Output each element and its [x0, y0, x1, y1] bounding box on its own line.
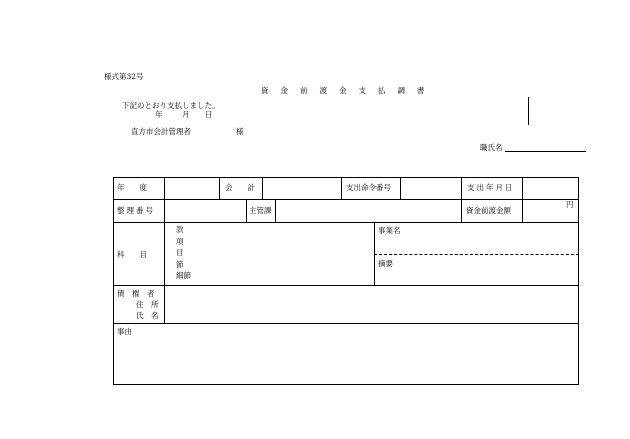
subject-item-kou: 項: [176, 236, 184, 246]
project-name-label: 事業名: [378, 226, 401, 235]
supervising-section-label: 主管課: [249, 206, 272, 215]
addressee: 直方市会計管理者: [131, 127, 191, 136]
project-summary-divider: [374, 254, 579, 255]
advance-amount-label: 資金前渡金額: [466, 206, 511, 215]
intro-text: 下記のとおり支払しました。: [122, 101, 220, 110]
summary-label: 摘要: [378, 259, 393, 268]
row2-col-divider-5: [522, 199, 523, 222]
subject-item-saisetsu: 細節: [176, 271, 191, 280]
official-name-line: [505, 151, 586, 152]
address-label: 住 所: [136, 300, 159, 309]
row2-col-divider-4: [461, 199, 462, 222]
subject-item-moku: 目: [176, 248, 184, 257]
date-day-label: 日: [205, 110, 213, 119]
row2-col-divider-3: [275, 199, 276, 222]
row1-col-divider-1: [164, 177, 165, 199]
date-month-label: 月: [182, 110, 190, 119]
payment-date-label: 支出年月日: [467, 183, 515, 192]
row1-col-divider-4: [341, 177, 342, 199]
subject-col-divider: [164, 222, 165, 323]
date-year-label: 年: [155, 110, 163, 119]
official-name-label: 職氏名: [480, 143, 503, 152]
row1-col-divider-5: [400, 177, 401, 199]
year-label: 年 度: [117, 183, 147, 192]
row1-col-divider-6: [461, 177, 462, 199]
creditor-label: 債 権 者: [117, 289, 155, 298]
reference-no-label: 整理番号: [117, 206, 155, 215]
header-divider: [528, 97, 529, 125]
document-title: 資金前渡金支払調書: [261, 86, 437, 95]
row1-col-divider-2: [219, 177, 220, 199]
reason-label: 事由: [117, 327, 132, 336]
form-number: 様式第32号: [104, 72, 144, 81]
name-label: 氏 名: [136, 311, 159, 320]
row-divider-1: [113, 199, 579, 200]
payment-order-no-label: 支出命令番号: [346, 183, 391, 192]
row-divider-4: [113, 323, 579, 324]
row-divider-3: [113, 285, 579, 286]
subject-label: 科 目: [117, 250, 147, 259]
addressee-honorific: 様: [236, 127, 244, 136]
yen-unit: 円: [566, 200, 574, 209]
row1-col-divider-7: [522, 177, 523, 199]
row-divider-2: [113, 222, 579, 223]
subject-item-kan: 款: [176, 225, 184, 234]
row2-col-divider-2: [246, 199, 247, 222]
row2-col-divider-1: [164, 199, 165, 222]
project-col-divider: [374, 222, 375, 285]
accounting-label: 会 計: [225, 183, 255, 192]
subject-item-setsu: 節: [176, 259, 184, 269]
subject-items: [176, 226, 191, 280]
row1-col-divider-3: [262, 177, 263, 199]
